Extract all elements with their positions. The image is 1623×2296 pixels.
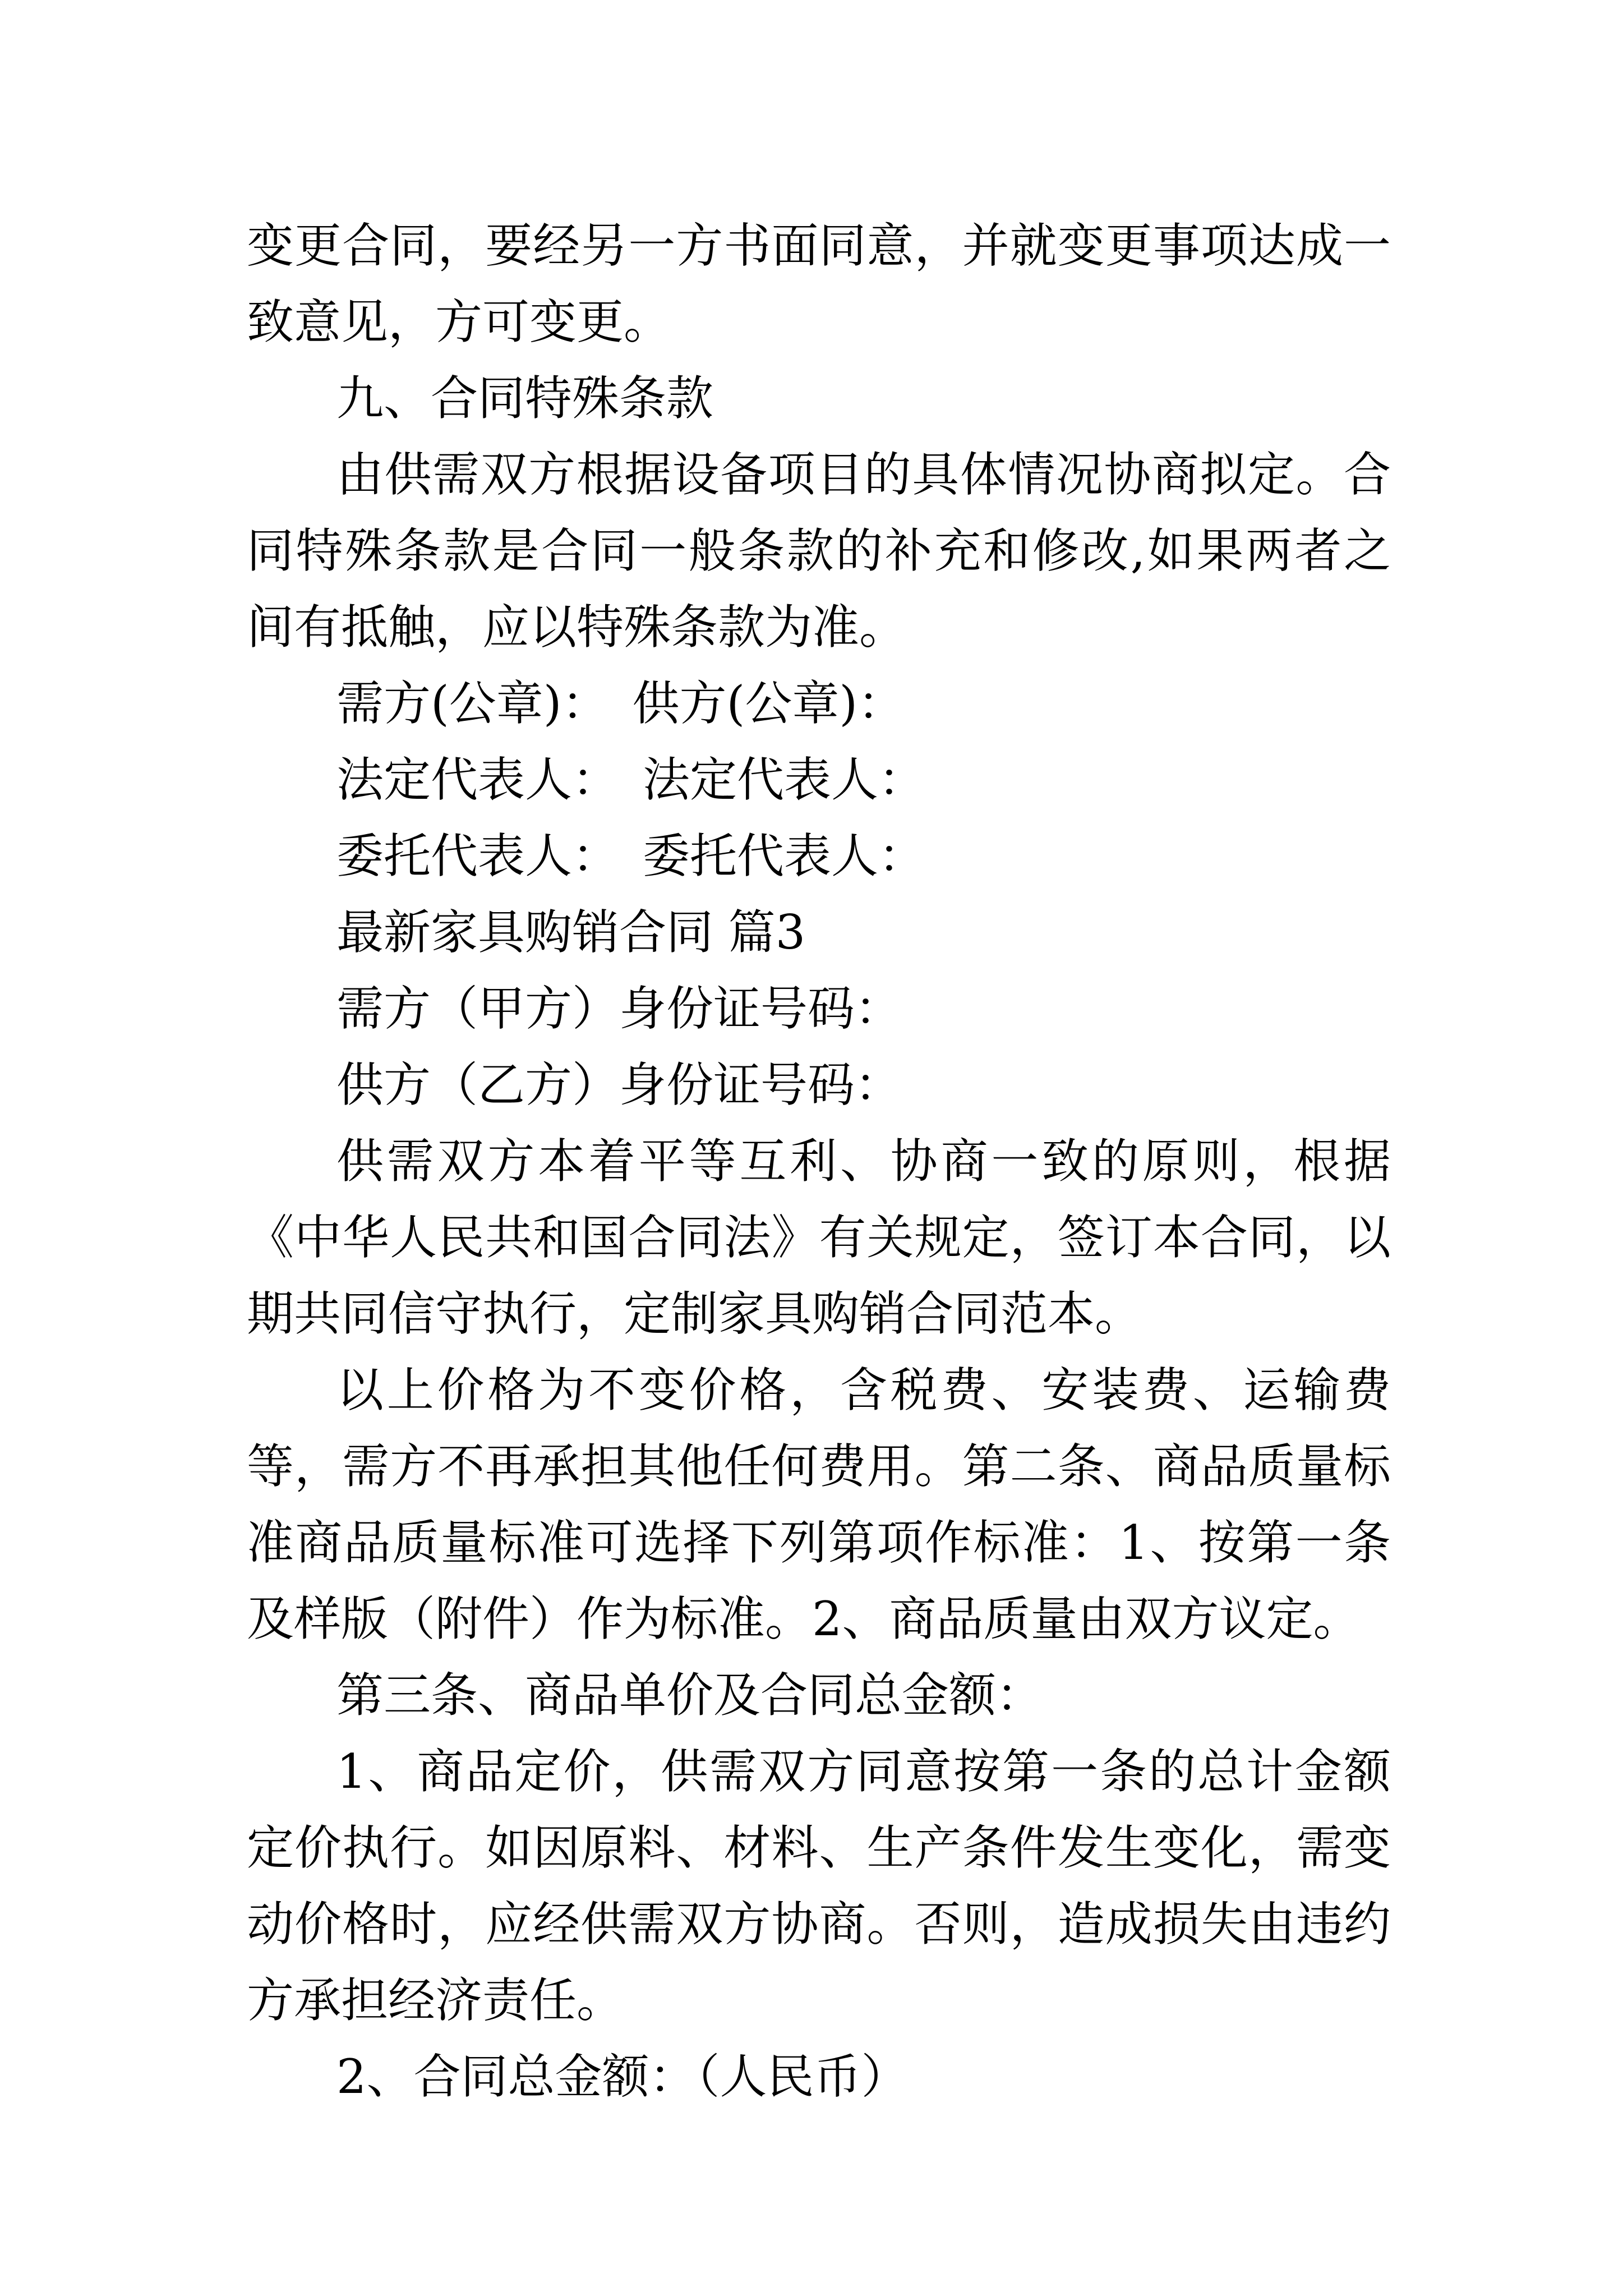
buyer-id-line: 需方（甲方）身份证号码： (336, 981, 902, 1036)
paragraph-pricing: 1、商品定价，供需双方同意按第一条的总计金额定价执行。如因原料、材料、生产条件发生变化，需变动价格时，应经供需双方协商。否则，造成损失由违约方承担经济责任。 (247, 1744, 1391, 2028)
paragraph-total-amount: 2、合同总金额：（人民币） (336, 2049, 909, 2104)
signature-authorized-rep-line: 委托代表人： 委托代表人： (336, 829, 926, 884)
paragraph-price-quality: 以上价格为不变价格，含税费、安装费、运输费等，需方不再承担其他任何费用。第二条、商品质量标准商品质量标准可选择下列第项作标准：1、按第一条及样版（附件）作为标准。2、商品质量由双方议定。 (247, 1363, 1391, 1646)
paragraph-principles: 供需双方本着平等互利、协商一致的原则，根据《中华人民共和国合同法》有关规定，签订本合同，以期共同信守执行，定制家具购销合同范本。 (247, 1134, 1391, 1341)
heading-special-terms: 九、合同特殊条款 (336, 371, 714, 426)
paragraph-change-contract: 变更合同，要经另一方书面同意，并就变更事项达成一致意见，方可变更。 (247, 218, 1391, 349)
document-body (247, 208, 1391, 2115)
paragraph-special-terms: 由供需双方根据设备项目的具体情况协商拟定。合同特殊条款是合同一般条款的补充和修改,如果两者之间有抵触，应以特殊条款为准。 (247, 447, 1391, 655)
heading-article-3: 第三条、商品单价及合同总金额： (336, 1668, 1044, 1723)
signature-legal-rep-line: 法定代表人： 法定代表人： (336, 752, 926, 807)
signature-seal-line: 需方(公章)： 供方(公章)： (336, 676, 905, 731)
seller-id-line: 供方（乙方）身份证号码： (336, 1057, 902, 1112)
section-title-part3: 最新家具购销合同 篇3 (336, 905, 806, 960)
